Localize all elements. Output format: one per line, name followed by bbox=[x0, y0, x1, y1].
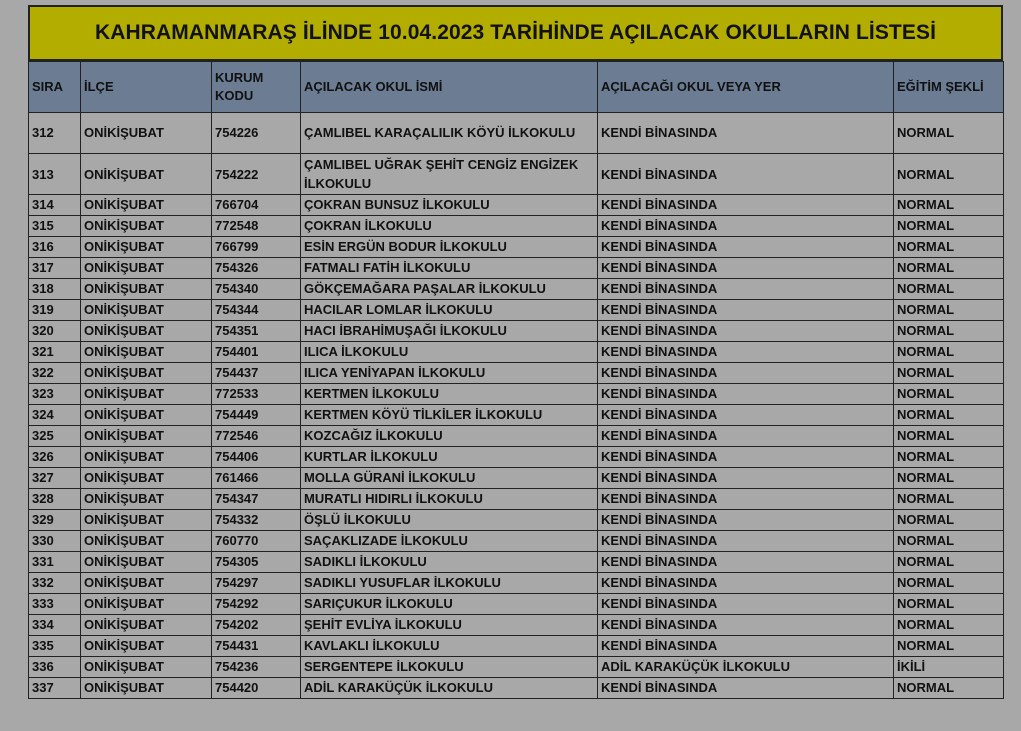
cell-okul-ismi: SERGENTEPE İLKOKULU bbox=[301, 657, 598, 678]
cell-okul-ismi: SADIKLI İLKOKULU bbox=[301, 552, 598, 573]
table-row bbox=[29, 594, 1004, 615]
table-header-row bbox=[29, 62, 1004, 113]
cell-egitim-sekli: NORMAL bbox=[894, 489, 1004, 510]
table-body bbox=[29, 113, 1004, 699]
table-row bbox=[29, 489, 1004, 510]
cell-ilce: ONİKİŞUBAT bbox=[81, 384, 212, 405]
cell-yer: KENDİ BİNASINDA bbox=[598, 113, 894, 154]
cell-egitim-sekli: NORMAL bbox=[894, 279, 1004, 300]
table-row bbox=[29, 510, 1004, 531]
cell-okul-ismi: KOZCAĞIZ İLKOKULU bbox=[301, 426, 598, 447]
cell-ilce: ONİKİŞUBAT bbox=[81, 342, 212, 363]
cell-kurum-kodu: 754305 bbox=[212, 552, 301, 573]
cell-ilce: ONİKİŞUBAT bbox=[81, 531, 212, 552]
cell-ilce: ONİKİŞUBAT bbox=[81, 363, 212, 384]
cell-okul-ismi: ILICA YENİYAPAN İLKOKULU bbox=[301, 363, 598, 384]
table-row bbox=[29, 300, 1004, 321]
table-row bbox=[29, 405, 1004, 426]
cell-ilce: ONİKİŞUBAT bbox=[81, 447, 212, 468]
cell-kurum-kodu: 754332 bbox=[212, 510, 301, 531]
cell-okul-ismi: HACI İBRAHİMUŞAĞI İLKOKULU bbox=[301, 321, 598, 342]
cell-okul-ismi: FATMALI FATİH İLKOKULU bbox=[301, 258, 598, 279]
cell-okul-ismi: HACILAR LOMLAR İLKOKULU bbox=[301, 300, 598, 321]
cell-egitim-sekli: NORMAL bbox=[894, 384, 1004, 405]
cell-okul-ismi: ÇAMLIBEL UĞRAK ŞEHİT CENGİZ ENGİZEK İLKOKULU bbox=[301, 154, 598, 195]
cell-ilce: ONİKİŞUBAT bbox=[81, 615, 212, 636]
cell-kurum-kodu: 754347 bbox=[212, 489, 301, 510]
cell-okul-ismi: GÖKÇEMAĞARA PAŞALAR İLKOKULU bbox=[301, 279, 598, 300]
cell-ilce: ONİKİŞUBAT bbox=[81, 573, 212, 594]
cell-egitim-sekli: NORMAL bbox=[894, 154, 1004, 195]
cell-sira: 313 bbox=[29, 154, 81, 195]
cell-ilce: ONİKİŞUBAT bbox=[81, 489, 212, 510]
cell-kurum-kodu: 754420 bbox=[212, 678, 301, 699]
cell-sira: 314 bbox=[29, 195, 81, 216]
cell-sira: 327 bbox=[29, 468, 81, 489]
cell-ilce: ONİKİŞUBAT bbox=[81, 510, 212, 531]
cell-sira: 319 bbox=[29, 300, 81, 321]
table-row bbox=[29, 552, 1004, 573]
cell-egitim-sekli: NORMAL bbox=[894, 363, 1004, 384]
cell-sira: 333 bbox=[29, 594, 81, 615]
table-row bbox=[29, 384, 1004, 405]
cell-kurum-kodu: 754222 bbox=[212, 154, 301, 195]
table-row bbox=[29, 342, 1004, 363]
cell-ilce: ONİKİŞUBAT bbox=[81, 113, 212, 154]
cell-yer: KENDİ BİNASINDA bbox=[598, 468, 894, 489]
cell-egitim-sekli: İKİLİ bbox=[894, 657, 1004, 678]
cell-sira: 331 bbox=[29, 552, 81, 573]
cell-sira: 334 bbox=[29, 615, 81, 636]
cell-ilce: ONİKİŞUBAT bbox=[81, 594, 212, 615]
cell-okul-ismi: ŞEHİT EVLİYA İLKOKULU bbox=[301, 615, 598, 636]
table-row bbox=[29, 678, 1004, 699]
schools-table bbox=[28, 61, 1004, 699]
cell-okul-ismi: MOLLA GÜRANİ İLKOKULU bbox=[301, 468, 598, 489]
cell-egitim-sekli: NORMAL bbox=[894, 636, 1004, 657]
table-row bbox=[29, 195, 1004, 216]
cell-yer: KENDİ BİNASINDA bbox=[598, 363, 894, 384]
cell-yer: KENDİ BİNASINDA bbox=[598, 384, 894, 405]
cell-ilce: ONİKİŞUBAT bbox=[81, 678, 212, 699]
cell-yer: KENDİ BİNASINDA bbox=[598, 531, 894, 552]
cell-sira: 321 bbox=[29, 342, 81, 363]
cell-egitim-sekli: NORMAL bbox=[894, 678, 1004, 699]
cell-egitim-sekli: NORMAL bbox=[894, 216, 1004, 237]
cell-sira: 326 bbox=[29, 447, 81, 468]
cell-kurum-kodu: 760770 bbox=[212, 531, 301, 552]
cell-okul-ismi: KERTMEN İLKOKULU bbox=[301, 384, 598, 405]
table-row bbox=[29, 426, 1004, 447]
cell-kurum-kodu: 766799 bbox=[212, 237, 301, 258]
cell-yer: KENDİ BİNASINDA bbox=[598, 636, 894, 657]
cell-sira: 322 bbox=[29, 363, 81, 384]
cell-yer: KENDİ BİNASINDA bbox=[598, 342, 894, 363]
cell-yer: KENDİ BİNASINDA bbox=[598, 321, 894, 342]
cell-yer: KENDİ BİNASINDA bbox=[598, 489, 894, 510]
cell-kurum-kodu: 766704 bbox=[212, 195, 301, 216]
cell-kurum-kodu: 754297 bbox=[212, 573, 301, 594]
cell-yer: KENDİ BİNASINDA bbox=[598, 594, 894, 615]
cell-yer: KENDİ BİNASINDA bbox=[598, 615, 894, 636]
cell-kurum-kodu: 754292 bbox=[212, 594, 301, 615]
cell-okul-ismi: MURATLI HIDIRLI İLKOKULU bbox=[301, 489, 598, 510]
header-egitim-sekli: EĞİTİM ŞEKLİ bbox=[894, 62, 1004, 113]
cell-okul-ismi: ÇOKRAN İLKOKULU bbox=[301, 216, 598, 237]
cell-kurum-kodu: 754344 bbox=[212, 300, 301, 321]
table-row bbox=[29, 657, 1004, 678]
cell-egitim-sekli: NORMAL bbox=[894, 300, 1004, 321]
table-row bbox=[29, 321, 1004, 342]
cell-egitim-sekli: NORMAL bbox=[894, 594, 1004, 615]
cell-sira: 317 bbox=[29, 258, 81, 279]
cell-sira: 312 bbox=[29, 113, 81, 154]
cell-okul-ismi: SARIÇUKUR İLKOKULU bbox=[301, 594, 598, 615]
cell-okul-ismi: SAÇAKLIZADE İLKOKULU bbox=[301, 531, 598, 552]
cell-kurum-kodu: 754202 bbox=[212, 615, 301, 636]
cell-yer: KENDİ BİNASINDA bbox=[598, 510, 894, 531]
cell-yer: KENDİ BİNASINDA bbox=[598, 405, 894, 426]
cell-egitim-sekli: NORMAL bbox=[894, 237, 1004, 258]
cell-ilce: ONİKİŞUBAT bbox=[81, 426, 212, 447]
cell-okul-ismi: ESİN ERGÜN BODUR İLKOKULU bbox=[301, 237, 598, 258]
cell-sira: 330 bbox=[29, 531, 81, 552]
cell-ilce: ONİKİŞUBAT bbox=[81, 258, 212, 279]
cell-kurum-kodu: 754351 bbox=[212, 321, 301, 342]
cell-sira: 324 bbox=[29, 405, 81, 426]
document-title: KAHRAMANMARAŞ İLİNDE 10.04.2023 TARİHİNDE AÇILACAK OKULLARIN LİSTESİ bbox=[28, 5, 1003, 61]
cell-egitim-sekli: NORMAL bbox=[894, 195, 1004, 216]
cell-sira: 328 bbox=[29, 489, 81, 510]
cell-kurum-kodu: 754236 bbox=[212, 657, 301, 678]
table-row bbox=[29, 113, 1004, 154]
table-row bbox=[29, 468, 1004, 489]
cell-egitim-sekli: NORMAL bbox=[894, 615, 1004, 636]
cell-okul-ismi: ÇOKRAN BUNSUZ İLKOKULU bbox=[301, 195, 598, 216]
cell-kurum-kodu: 754431 bbox=[212, 636, 301, 657]
cell-yer: KENDİ BİNASINDA bbox=[598, 678, 894, 699]
table-row bbox=[29, 279, 1004, 300]
cell-sira: 323 bbox=[29, 384, 81, 405]
cell-kurum-kodu: 772548 bbox=[212, 216, 301, 237]
cell-egitim-sekli: NORMAL bbox=[894, 321, 1004, 342]
cell-egitim-sekli: NORMAL bbox=[894, 113, 1004, 154]
cell-okul-ismi: ÇAMLIBEL KARAÇALILIK KÖYÜ İLKOKULU bbox=[301, 113, 598, 154]
header-ilce: İLÇE bbox=[81, 62, 212, 113]
cell-okul-ismi: ADİL KARAKÜÇÜK İLKOKULU bbox=[301, 678, 598, 699]
cell-yer: KENDİ BİNASINDA bbox=[598, 154, 894, 195]
cell-sira: 318 bbox=[29, 279, 81, 300]
cell-egitim-sekli: NORMAL bbox=[894, 447, 1004, 468]
cell-ilce: ONİKİŞUBAT bbox=[81, 636, 212, 657]
cell-kurum-kodu: 772546 bbox=[212, 426, 301, 447]
cell-ilce: ONİKİŞUBAT bbox=[81, 300, 212, 321]
school-list-sheet bbox=[28, 5, 1003, 699]
cell-sira: 336 bbox=[29, 657, 81, 678]
cell-ilce: ONİKİŞUBAT bbox=[81, 195, 212, 216]
cell-ilce: ONİKİŞUBAT bbox=[81, 154, 212, 195]
cell-egitim-sekli: NORMAL bbox=[894, 258, 1004, 279]
cell-ilce: ONİKİŞUBAT bbox=[81, 657, 212, 678]
header-yer: AÇILACAĞI OKUL VEYA YER bbox=[598, 62, 894, 113]
cell-kurum-kodu: 754326 bbox=[212, 258, 301, 279]
cell-egitim-sekli: NORMAL bbox=[894, 531, 1004, 552]
cell-egitim-sekli: NORMAL bbox=[894, 552, 1004, 573]
cell-sira: 337 bbox=[29, 678, 81, 699]
cell-egitim-sekli: NORMAL bbox=[894, 342, 1004, 363]
cell-egitim-sekli: NORMAL bbox=[894, 510, 1004, 531]
header-sira: SIRA bbox=[29, 62, 81, 113]
cell-okul-ismi: ÖŞLÜ İLKOKULU bbox=[301, 510, 598, 531]
table-row bbox=[29, 636, 1004, 657]
cell-ilce: ONİKİŞUBAT bbox=[81, 279, 212, 300]
cell-ilce: ONİKİŞUBAT bbox=[81, 405, 212, 426]
cell-okul-ismi: KERTMEN KÖYÜ TİLKİLER İLKOKULU bbox=[301, 405, 598, 426]
cell-yer: KENDİ BİNASINDA bbox=[598, 300, 894, 321]
table-row bbox=[29, 531, 1004, 552]
cell-egitim-sekli: NORMAL bbox=[894, 405, 1004, 426]
cell-kurum-kodu: 754226 bbox=[212, 113, 301, 154]
cell-sira: 320 bbox=[29, 321, 81, 342]
cell-kurum-kodu: 754406 bbox=[212, 447, 301, 468]
cell-sira: 332 bbox=[29, 573, 81, 594]
cell-okul-ismi: KURTLAR İLKOKULU bbox=[301, 447, 598, 468]
cell-ilce: ONİKİŞUBAT bbox=[81, 216, 212, 237]
cell-yer: KENDİ BİNASINDA bbox=[598, 258, 894, 279]
table-row bbox=[29, 237, 1004, 258]
cell-yer: KENDİ BİNASINDA bbox=[598, 447, 894, 468]
cell-sira: 315 bbox=[29, 216, 81, 237]
table-row bbox=[29, 216, 1004, 237]
cell-egitim-sekli: NORMAL bbox=[894, 573, 1004, 594]
cell-egitim-sekli: NORMAL bbox=[894, 468, 1004, 489]
cell-kurum-kodu: 754449 bbox=[212, 405, 301, 426]
cell-kurum-kodu: 754340 bbox=[212, 279, 301, 300]
table-row bbox=[29, 615, 1004, 636]
cell-ilce: ONİKİŞUBAT bbox=[81, 237, 212, 258]
cell-yer: KENDİ BİNASINDA bbox=[598, 237, 894, 258]
cell-yer: KENDİ BİNASINDA bbox=[598, 573, 894, 594]
cell-okul-ismi: KAVLAKLI İLKOKULU bbox=[301, 636, 598, 657]
cell-okul-ismi: SADIKLI YUSUFLAR İLKOKULU bbox=[301, 573, 598, 594]
cell-sira: 325 bbox=[29, 426, 81, 447]
cell-kurum-kodu: 754437 bbox=[212, 363, 301, 384]
cell-yer: KENDİ BİNASINDA bbox=[598, 195, 894, 216]
cell-kurum-kodu: 772533 bbox=[212, 384, 301, 405]
table-row bbox=[29, 573, 1004, 594]
cell-sira: 329 bbox=[29, 510, 81, 531]
table-row bbox=[29, 447, 1004, 468]
cell-yer: KENDİ BİNASINDA bbox=[598, 216, 894, 237]
cell-ilce: ONİKİŞUBAT bbox=[81, 321, 212, 342]
cell-sira: 335 bbox=[29, 636, 81, 657]
cell-yer: KENDİ BİNASINDA bbox=[598, 279, 894, 300]
cell-kurum-kodu: 761466 bbox=[212, 468, 301, 489]
cell-ilce: ONİKİŞUBAT bbox=[81, 468, 212, 489]
cell-egitim-sekli: NORMAL bbox=[894, 426, 1004, 447]
table-row bbox=[29, 258, 1004, 279]
cell-okul-ismi: ILICA İLKOKULU bbox=[301, 342, 598, 363]
cell-ilce: ONİKİŞUBAT bbox=[81, 552, 212, 573]
header-okul-ismi: AÇILACAK OKUL İSMİ bbox=[301, 62, 598, 113]
cell-yer: ADİL KARAKÜÇÜK İLKOKULU bbox=[598, 657, 894, 678]
header-kurum-kodu: KURUM KODU bbox=[212, 62, 301, 113]
cell-yer: KENDİ BİNASINDA bbox=[598, 426, 894, 447]
table-row bbox=[29, 154, 1004, 195]
table-row bbox=[29, 363, 1004, 384]
cell-kurum-kodu: 754401 bbox=[212, 342, 301, 363]
cell-sira: 316 bbox=[29, 237, 81, 258]
cell-yer: KENDİ BİNASINDA bbox=[598, 552, 894, 573]
